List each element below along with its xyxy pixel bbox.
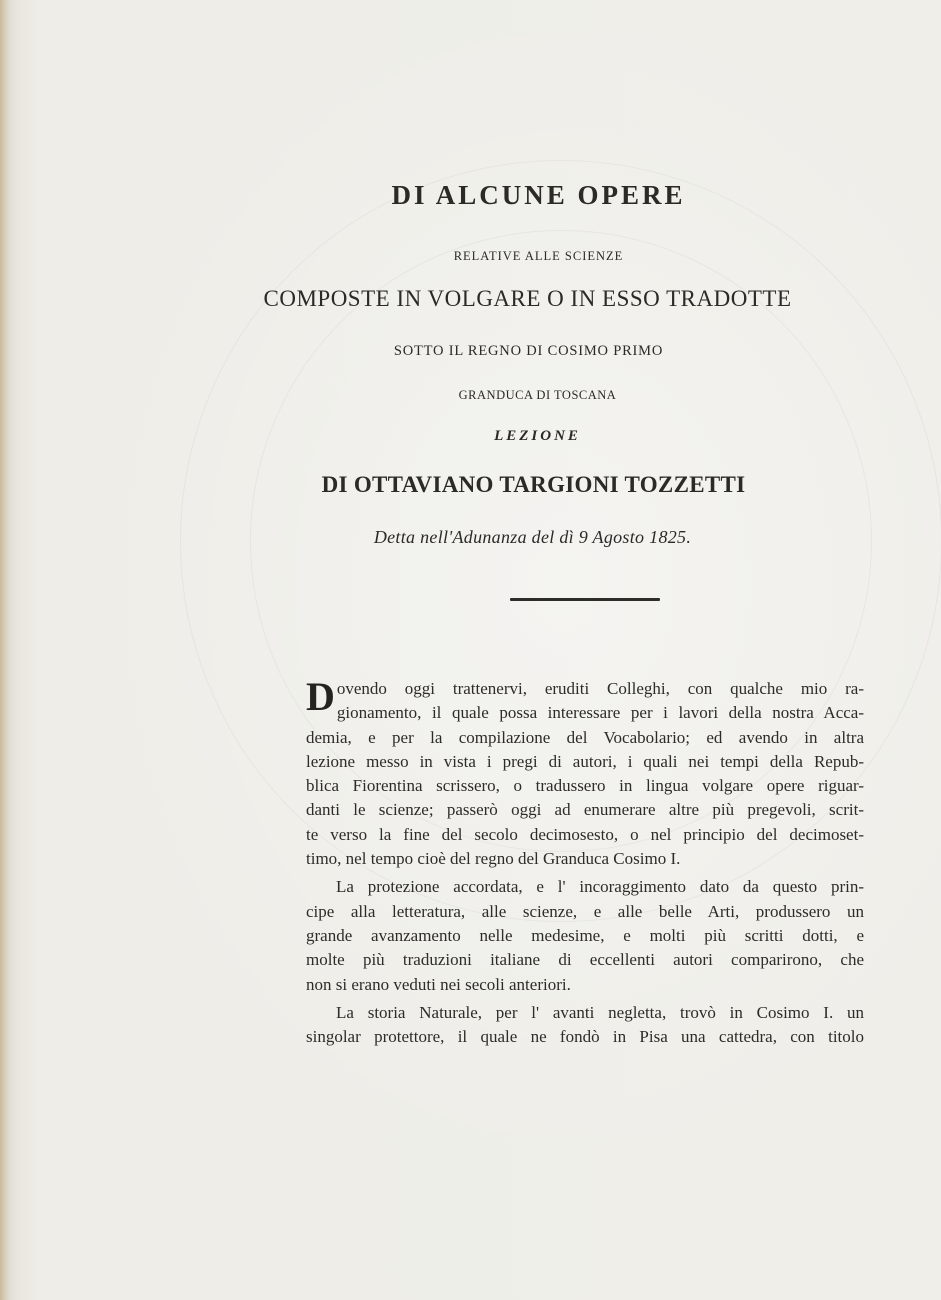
text-line: blica Fiorentina scrissero, o tradussero in lingua volgare opere riguar- <box>306 776 864 796</box>
paragraph-3 <box>306 1001 864 1050</box>
text-line: grande avanzamento nelle medesime, e molti più scritti dotti, e <box>306 925 864 945</box>
text-line: danti le scienze; passerò oggi ad enumerare altre più pregevoli, scrit- <box>306 800 864 820</box>
text-line: te verso la fine del secolo decimosesto, o nel principio del decimoset- <box>306 824 864 844</box>
text-line: non si erano veduti nei secoli anteriori. <box>306 974 571 994</box>
decorative-rule <box>510 598 660 601</box>
text-line: ovendo oggi trattenervi, eruditi Colleghi, con qualche mio ra- <box>336 679 864 698</box>
text-line: singolar protettore, il quale ne fondò in Pisa una cattedra, con titolo <box>306 1027 864 1047</box>
lecture-label: LEZIONE <box>494 428 581 444</box>
title-line-4: SOTTO IL REGNO DI COSIMO PRIMO <box>393 343 664 359</box>
text-line: molte più traduzioni italiane di eccellenti autori comparirono, che <box>306 950 864 970</box>
text-line: cipe alla letteratura, alle scienze, e alle belle Arti, produssero un <box>306 901 864 921</box>
text-line: demia, e per la compilazione del Vocabolario; ed avendo in altra <box>306 727 864 747</box>
author-name: DI OTTAVIANO TARGIONI TOZZETTI <box>321 472 746 497</box>
lecture-date: Detta nell'Adunanza del dì 9 Agosto 1825. <box>373 527 692 547</box>
text-line: timo, nel tempo cioè del regno del Granduca Cosimo I. <box>306 849 681 869</box>
title-line-3: COMPOSTE IN VOLGARE O IN ESSO TRADOTTE <box>263 286 792 311</box>
text-line: gionamento, il quale possa interessare per i lavori della nostra Acca- <box>336 703 864 723</box>
text-line: La protezione accordata, e l' incoraggimento dato da questo prin- <box>336 877 864 897</box>
title-line-2: RELATIVE ALLE SCIENZE <box>453 249 624 263</box>
title-line-1: DI ALCUNE OPERE <box>391 180 686 210</box>
text-line: La storia Naturale, per l' avanti negletta, trovò in Cosimo I. un <box>336 1002 864 1022</box>
body-text <box>306 674 864 1053</box>
paragraph-1 <box>306 674 864 871</box>
text-line: lezione messo in vista i pregi di autori, i quali nei tempi della Repub- <box>306 751 864 771</box>
paragraph-2 <box>306 875 864 996</box>
drop-cap: D <box>306 674 335 719</box>
title-line-5: GRANDUCA DI TOSCANA <box>458 388 617 402</box>
